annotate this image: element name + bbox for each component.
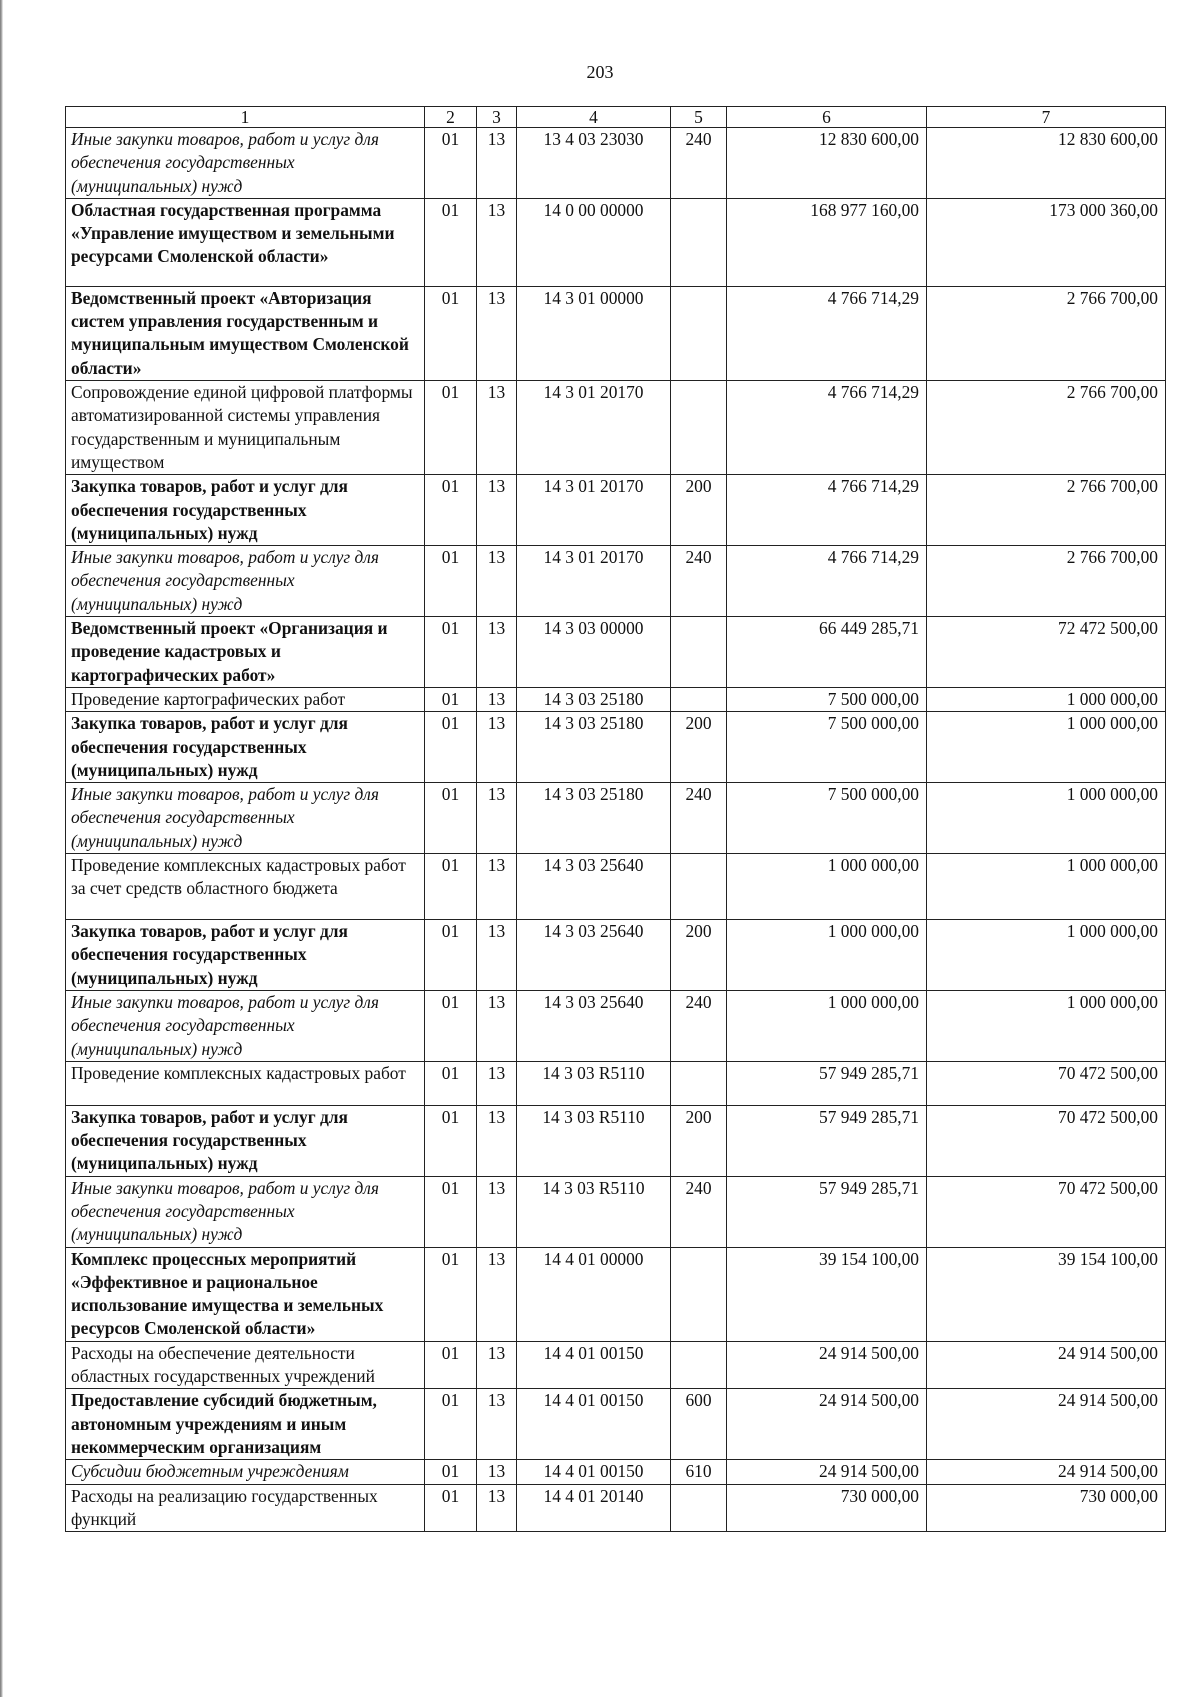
amount-year-1: 57 949 285,71 xyxy=(727,1061,927,1105)
section-code: 01 xyxy=(425,128,477,199)
item-name: Закупка товаров, работ и услуг для обеспечения государственных (муниципальных) нужд xyxy=(66,920,425,991)
table-row xyxy=(66,617,1166,688)
item-name: Проведение комплексных кадастровых работ за счет средств областного бюджета xyxy=(66,854,425,920)
table-row xyxy=(66,128,1166,199)
expense-type-code xyxy=(671,1247,727,1341)
expense-type-code: 200 xyxy=(671,1105,727,1176)
amount-year-1: 7 500 000,00 xyxy=(727,712,927,783)
expense-type-code: 200 xyxy=(671,920,727,991)
target-article-code: 14 4 01 20140 xyxy=(517,1484,671,1532)
amount-year-1: 4 766 714,29 xyxy=(727,381,927,475)
table-row xyxy=(66,198,1166,286)
subsection-code: 13 xyxy=(477,286,517,380)
amount-year-1: 39 154 100,00 xyxy=(727,1247,927,1341)
subsection-code: 13 xyxy=(477,381,517,475)
column-header-6: 6 xyxy=(727,107,927,128)
amount-year-2: 1 000 000,00 xyxy=(927,783,1166,854)
subsection-code: 13 xyxy=(477,990,517,1061)
target-article-code: 14 3 03 25640 xyxy=(517,990,671,1061)
target-article-code: 14 0 00 00000 xyxy=(517,198,671,286)
table-row xyxy=(66,381,1166,475)
table-row xyxy=(66,286,1166,380)
subsection-code: 13 xyxy=(477,712,517,783)
item-name: Иные закупки товаров, работ и услуг для обеспечения государственных (муниципальных) нужд xyxy=(66,783,425,854)
expense-type-code xyxy=(671,854,727,920)
page-number: 203 xyxy=(586,62,614,82)
amount-year-1: 24 914 500,00 xyxy=(727,1460,927,1484)
column-header-1: 1 xyxy=(66,107,425,128)
amount-year-1: 57 949 285,71 xyxy=(727,1105,927,1176)
amount-year-1: 66 449 285,71 xyxy=(727,617,927,688)
target-article-code: 14 3 01 00000 xyxy=(517,286,671,380)
target-article-code: 14 4 01 00150 xyxy=(517,1389,671,1460)
item-name: Сопровождение единой цифровой платформы автоматизированной системы управления государственным и муниципальным имуществом xyxy=(66,381,425,475)
amount-year-2: 2 766 700,00 xyxy=(927,381,1166,475)
amount-year-1: 24 914 500,00 xyxy=(727,1341,927,1389)
table-row xyxy=(66,687,1166,711)
amount-year-1: 24 914 500,00 xyxy=(727,1389,927,1460)
target-article-code: 14 3 03 R5110 xyxy=(517,1105,671,1176)
amount-year-1: 168 977 160,00 xyxy=(727,198,927,286)
target-article-code: 14 3 03 25180 xyxy=(517,687,671,711)
table-row xyxy=(66,920,1166,991)
table-row xyxy=(66,1341,1166,1389)
amount-year-1: 12 830 600,00 xyxy=(727,128,927,199)
table-row xyxy=(66,1061,1166,1105)
subsection-code: 13 xyxy=(477,854,517,920)
item-name: Проведение картографических работ xyxy=(66,687,425,711)
section-code: 01 xyxy=(425,712,477,783)
amount-year-2: 2 766 700,00 xyxy=(927,546,1166,617)
table-row xyxy=(66,1484,1166,1532)
amount-year-2: 2 766 700,00 xyxy=(927,286,1166,380)
target-article-code: 14 3 03 25640 xyxy=(517,920,671,991)
column-header-5: 5 xyxy=(671,107,727,128)
column-header-4: 4 xyxy=(517,107,671,128)
subsection-code: 13 xyxy=(477,1247,517,1341)
amount-year-1: 1 000 000,00 xyxy=(727,990,927,1061)
amount-year-1: 4 766 714,29 xyxy=(727,286,927,380)
expense-type-code: 610 xyxy=(671,1460,727,1484)
subsection-code: 13 xyxy=(477,128,517,199)
item-name: Иные закупки товаров, работ и услуг для обеспечения государственных (муниципальных) нужд xyxy=(66,128,425,199)
amount-year-2: 2 766 700,00 xyxy=(927,475,1166,546)
section-code: 01 xyxy=(425,854,477,920)
subsection-code: 13 xyxy=(477,1341,517,1389)
amount-year-2: 1 000 000,00 xyxy=(927,687,1166,711)
section-code: 01 xyxy=(425,381,477,475)
item-name: Расходы на обеспечение деятельности областных государственных учреждений xyxy=(66,1341,425,1389)
amount-year-2: 70 472 500,00 xyxy=(927,1105,1166,1176)
table-row xyxy=(66,475,1166,546)
section-code: 01 xyxy=(425,1389,477,1460)
amount-year-2: 39 154 100,00 xyxy=(927,1247,1166,1341)
item-name: Предоставление субсидий бюджетным, автономным учреждениям и иным некоммерческим организациям xyxy=(66,1389,425,1460)
section-code: 01 xyxy=(425,1484,477,1532)
subsection-code: 13 xyxy=(477,475,517,546)
item-name: Иные закупки товаров, работ и услуг для обеспечения государственных (муниципальных) нужд xyxy=(66,1176,425,1247)
target-article-code: 14 3 03 25180 xyxy=(517,783,671,854)
expense-type-code xyxy=(671,687,727,711)
budget-table xyxy=(65,106,1166,1532)
table-row xyxy=(66,783,1166,854)
item-name: Комплекс процессных мероприятий «Эффективное и рациональное использование имущества и земельных ресурсов Смоленской области» xyxy=(66,1247,425,1341)
target-article-code: 14 4 01 00150 xyxy=(517,1460,671,1484)
item-name: Иные закупки товаров, работ и услуг для обеспечения государственных (муниципальных) нужд xyxy=(66,990,425,1061)
amount-year-1: 4 766 714,29 xyxy=(727,475,927,546)
subsection-code: 13 xyxy=(477,198,517,286)
target-article-code: 14 3 03 00000 xyxy=(517,617,671,688)
amount-year-2: 24 914 500,00 xyxy=(927,1460,1166,1484)
table-row xyxy=(66,1389,1166,1460)
table-row xyxy=(66,546,1166,617)
table-body xyxy=(66,128,1166,1532)
subsection-code: 13 xyxy=(477,1460,517,1484)
amount-year-1: 1 000 000,00 xyxy=(727,920,927,991)
table-row xyxy=(66,854,1166,920)
section-code: 01 xyxy=(425,475,477,546)
expense-type-code: 600 xyxy=(671,1389,727,1460)
amount-year-2: 1 000 000,00 xyxy=(927,920,1166,991)
table-row xyxy=(66,712,1166,783)
section-code: 01 xyxy=(425,1460,477,1484)
subsection-code: 13 xyxy=(477,617,517,688)
amount-year-2: 24 914 500,00 xyxy=(927,1341,1166,1389)
target-article-code: 14 3 01 20170 xyxy=(517,546,671,617)
expense-type-code: 240 xyxy=(671,1176,727,1247)
table-header-row xyxy=(66,107,1166,128)
amount-year-2: 72 472 500,00 xyxy=(927,617,1166,688)
subsection-code: 13 xyxy=(477,1389,517,1460)
section-code: 01 xyxy=(425,1105,477,1176)
expense-type-code xyxy=(671,286,727,380)
expense-type-code xyxy=(671,1061,727,1105)
subsection-code: 13 xyxy=(477,1176,517,1247)
column-header-7: 7 xyxy=(927,107,1166,128)
item-name: Иные закупки товаров, работ и услуг для обеспечения государственных (муниципальных) нужд xyxy=(66,546,425,617)
item-name: Закупка товаров, работ и услуг для обеспечения государственных (муниципальных) нужд xyxy=(66,475,425,546)
item-name: Проведение комплексных кадастровых работ xyxy=(66,1061,425,1105)
item-name: Субсидии бюджетным учреждениям xyxy=(66,1460,425,1484)
section-code: 01 xyxy=(425,286,477,380)
expense-type-code: 240 xyxy=(671,783,727,854)
expense-type-code xyxy=(671,381,727,475)
section-code: 01 xyxy=(425,687,477,711)
scan-edge xyxy=(0,0,3,1697)
section-code: 01 xyxy=(425,198,477,286)
target-article-code: 14 4 01 00000 xyxy=(517,1247,671,1341)
section-code: 01 xyxy=(425,617,477,688)
section-code: 01 xyxy=(425,546,477,617)
amount-year-2: 173 000 360,00 xyxy=(927,198,1166,286)
subsection-code: 13 xyxy=(477,1061,517,1105)
amount-year-2: 70 472 500,00 xyxy=(927,1061,1166,1105)
amount-year-2: 1 000 000,00 xyxy=(927,854,1166,920)
subsection-code: 13 xyxy=(477,546,517,617)
target-article-code: 14 3 03 25640 xyxy=(517,854,671,920)
target-article-code: 14 3 03 25180 xyxy=(517,712,671,783)
subsection-code: 13 xyxy=(477,920,517,991)
amount-year-2: 1 000 000,00 xyxy=(927,990,1166,1061)
expense-type-code: 240 xyxy=(671,546,727,617)
section-code: 01 xyxy=(425,1061,477,1105)
amount-year-2: 730 000,00 xyxy=(927,1484,1166,1532)
subsection-code: 13 xyxy=(477,1105,517,1176)
item-name: Ведомственный проект «Организация и проведение кадастровых и картографических работ» xyxy=(66,617,425,688)
amount-year-1: 730 000,00 xyxy=(727,1484,927,1532)
amount-year-1: 7 500 000,00 xyxy=(727,783,927,854)
target-article-code: 14 3 01 20170 xyxy=(517,381,671,475)
amount-year-1: 57 949 285,71 xyxy=(727,1176,927,1247)
expense-type-code xyxy=(671,1484,727,1532)
table-row xyxy=(66,990,1166,1061)
target-article-code: 13 4 03 23030 xyxy=(517,128,671,199)
item-name: Ведомственный проект «Авторизация систем управления государственным и муниципальным имуществом Смоленской области» xyxy=(66,286,425,380)
section-code: 01 xyxy=(425,990,477,1061)
expense-type-code xyxy=(671,1341,727,1389)
expense-type-code: 240 xyxy=(671,990,727,1061)
target-article-code: 14 3 03 R5110 xyxy=(517,1061,671,1105)
expense-type-code xyxy=(671,617,727,688)
target-article-code: 14 3 03 R5110 xyxy=(517,1176,671,1247)
expense-type-code xyxy=(671,198,727,286)
amount-year-2: 70 472 500,00 xyxy=(927,1176,1166,1247)
section-code: 01 xyxy=(425,1341,477,1389)
target-article-code: 14 3 01 20170 xyxy=(517,475,671,546)
section-code: 01 xyxy=(425,783,477,854)
item-name: Расходы на реализацию государственных функций xyxy=(66,1484,425,1532)
subsection-code: 13 xyxy=(477,1484,517,1532)
table-row xyxy=(66,1105,1166,1176)
amount-year-2: 1 000 000,00 xyxy=(927,712,1166,783)
subsection-code: 13 xyxy=(477,783,517,854)
item-name: Закупка товаров, работ и услуг для обеспечения государственных (муниципальных) нужд xyxy=(66,1105,425,1176)
amount-year-1: 1 000 000,00 xyxy=(727,854,927,920)
section-code: 01 xyxy=(425,1247,477,1341)
section-code: 01 xyxy=(425,1176,477,1247)
column-header-3: 3 xyxy=(477,107,517,128)
subsection-code: 13 xyxy=(477,687,517,711)
amount-year-2: 12 830 600,00 xyxy=(927,128,1166,199)
section-code: 01 xyxy=(425,920,477,991)
target-article-code: 14 4 01 00150 xyxy=(517,1341,671,1389)
amount-year-1: 7 500 000,00 xyxy=(727,687,927,711)
table-row xyxy=(66,1176,1166,1247)
table-row xyxy=(66,1460,1166,1484)
table-row xyxy=(66,1247,1166,1341)
amount-year-1: 4 766 714,29 xyxy=(727,546,927,617)
item-name: Областная государственная программа «Управление имуществом и земельными ресурсами Смоленской области» xyxy=(66,198,425,286)
expense-type-code: 240 xyxy=(671,128,727,199)
column-header-2: 2 xyxy=(425,107,477,128)
item-name: Закупка товаров, работ и услуг для обеспечения государственных (муниципальных) нужд xyxy=(66,712,425,783)
amount-year-2: 24 914 500,00 xyxy=(927,1389,1166,1460)
expense-type-code: 200 xyxy=(671,475,727,546)
expense-type-code: 200 xyxy=(671,712,727,783)
